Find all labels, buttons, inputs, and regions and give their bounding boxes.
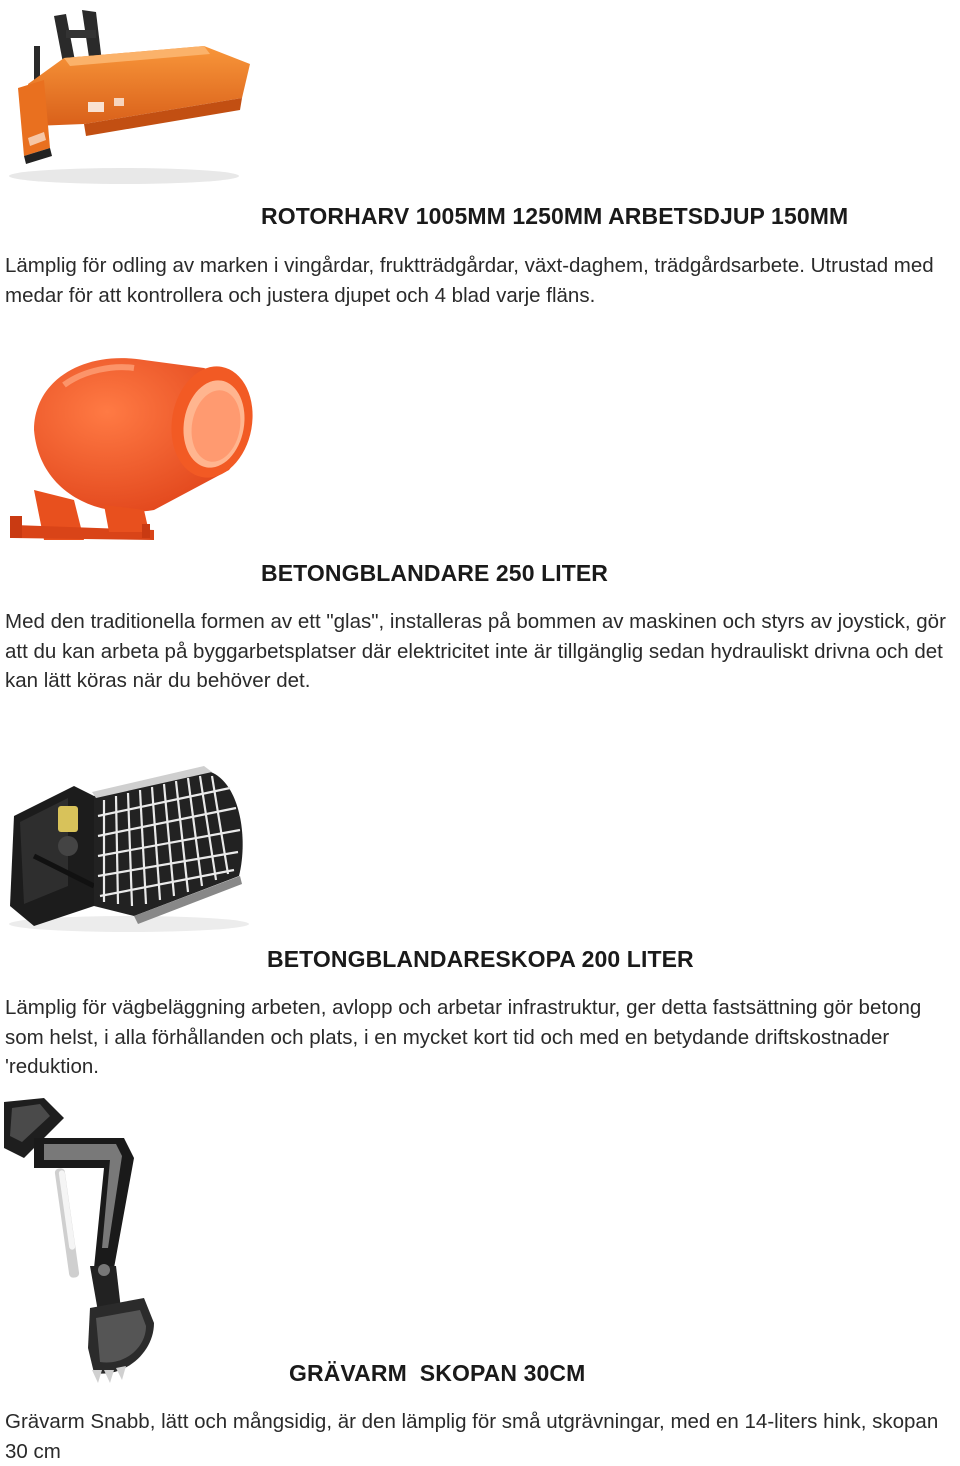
cement-mixer-image [4, 340, 259, 555]
product-description: Grävarm Snabb, lätt och mångsidig, är den lämplig för små utgrävningar, med en 14-liters hink, skopan 30 cm [5, 1410, 939, 1463]
backhoe-arm-image [4, 1098, 164, 1383]
product-title: GRÄVARM SKOPAN 30CM [289, 1360, 586, 1386]
product-title: BETONGBLANDARE 250 LITER [261, 560, 609, 586]
product-title: ROTORHARV 1005MM 1250MM ARBETSDJUP 150MM [261, 203, 849, 229]
product-betongblandare [0, 320, 960, 720]
product-description: Med den traditionella formen av ett "glas", installeras på bommen av maskinen och styrs av joystick, gör att du kan arbeta på byggarbetsplatser där elektricitet inte är tillgänglig sedan hydrauliskt drivna och det kan lätt köras när du behöver det. [5, 610, 946, 692]
product-description: Lämplig för odling av marken i vingårdar, fruktträdgårdar, växt-daghem, trädgårdsarbete. Utrustad med medar för att kontrollera och justera djupet och 4 blad varje fläns. [5, 254, 934, 307]
product-betongblandareskopa [0, 720, 960, 1098]
product-description: Lämplig för vägbeläggning arbeten, avlopp och arbetar infrastruktur, ger detta fastsättning gör betong som helst, i alla förhållanden och plats, i en mycket kort tid och med en betydande driftskostnader 'reduktion. [5, 996, 922, 1078]
product-rotorharv [0, 0, 960, 320]
product-title: BETONGBLANDARESKOPA 200 LITER [267, 946, 694, 972]
rotary-tiller-image [4, 6, 254, 186]
mixer-bucket-image [4, 756, 254, 936]
product-gravarm [0, 1098, 960, 1464]
